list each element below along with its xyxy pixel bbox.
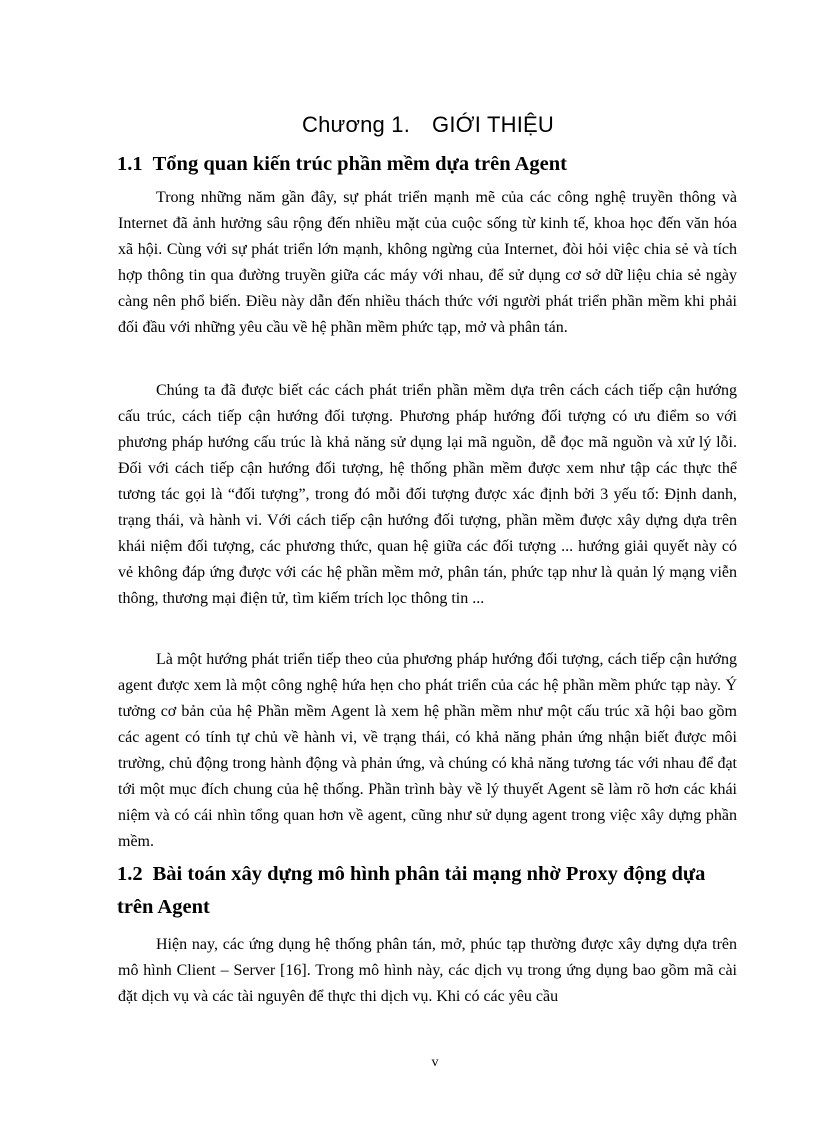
paragraph: Trong những năm gần đây, sự phát triển mạnh mẽ của các công nghệ truyền thông và Internet đã ảnh hưởng sâu rộng đến nhiều mặt của cuộc sống từ kinh tế, khoa học đến văn hóa xã hội. Cùng với sự phát triển lớn mạnh, không ngừng của Internet, đòi hỏi việc chia sẻ và tích hợp thông tin qua đường truyền giữa các máy với nhau, để sử dụng cơ sở dữ liệu chia sẻ ngày càng nên phổ biến. Điều này dẫn đến nhiều thách thức với người phát triển phần mềm khi phải đối đầu với những yêu cầu về hệ phần mềm phức tạp, mở và phân tán. [118, 189, 737, 336]
paragraph: Chúng ta đã được biết các cách phát triển phần mềm dựa trên cách cách tiếp cận hướng cấu trúc, cách tiếp cận hướng đối tượng. Phương pháp hướng đối tượng có ưu điểm so với phương pháp hướng cấu trúc là khả năng sử dụng lại mã nguồn, dễ đọc mã nguồn và xử lý lỗi. Đối với cách tiếp cận hướng đối tượng, hệ thống phần mềm được xem như tập các thực thể tương tác gọi là “đối tượng”, trong đó mỗi đối tượng được xác định bởi 3 yếu tố: Định danh, trạng thái, và hành vi. Với cách tiếp cận hướng đối tượng, phần mềm được xây dựng dựa trên khái niệm đối tượng, các phương thức, quan hệ giữa các đối tượng ... hướng giải quyết này có vẻ không đáp ứng được với các hệ phần mềm mở, phân tán, phức tạp như là quản lý mạng viễn thông, thương mại điện tử, tìm kiếm trích lọc thông tin ... [118, 382, 737, 607]
section-heading-1-2 [117, 858, 737, 924]
chapter-name: GIỚI THIỆU [432, 112, 554, 137]
chapter-title [0, 112, 816, 138]
section-heading-1-1 [117, 148, 737, 181]
chapter-number: Chương 1. [302, 112, 411, 137]
section-title: Bài toán xây dựng mô hình phân tải mạng nhờ Proxy động dựa trên Agent [117, 863, 706, 918]
section-number: 1.1 [117, 153, 143, 175]
section-number: 1.2 [117, 863, 143, 885]
section-title: Tổng quan kiến trúc phần mềm dựa trên Agent [152, 153, 568, 175]
paragraph: Là một hướng phát triển tiếp theo của phương pháp hướng đối tượng, cách tiếp cận hướng agent được xem là một công nghệ hứa hẹn cho phát triển của các hệ phần mềm phức tạp này. Ý tưởng cơ bản của hệ Phần mềm Agent là xem hệ phần mềm như một cấu trúc xã hội bao gồm các agent có tính tự chủ về hành vi, về trạng thái, có khả năng phản ứng nhận biết được môi trường, chủ động trong hành động và phản ứng, và chúng có khả năng tương tác với nhau để đạt tới một mục đích chung của hệ thống. Phần trình bày về lý thuyết Agent sẽ làm rõ hơn các khái niệm và có cái nhìn tổng quan hơn về agent, cũng như sử dụng agent trong việc xây dựng phần mềm. [118, 651, 737, 850]
paragraph: Hiện nay, các ứng dụng hệ thống phân tán, mở, phúc tạp thường được xây dựng dựa trên mô hình Client – Server [16]. Trong mô hình này, các dịch vụ trong ứng dụng bao gồm mã cài đặt dịch vụ và các tài nguyên để thực thi dịch vụ. Khi có các yêu cầu [118, 936, 737, 1005]
page-number: v [431, 1055, 439, 1070]
